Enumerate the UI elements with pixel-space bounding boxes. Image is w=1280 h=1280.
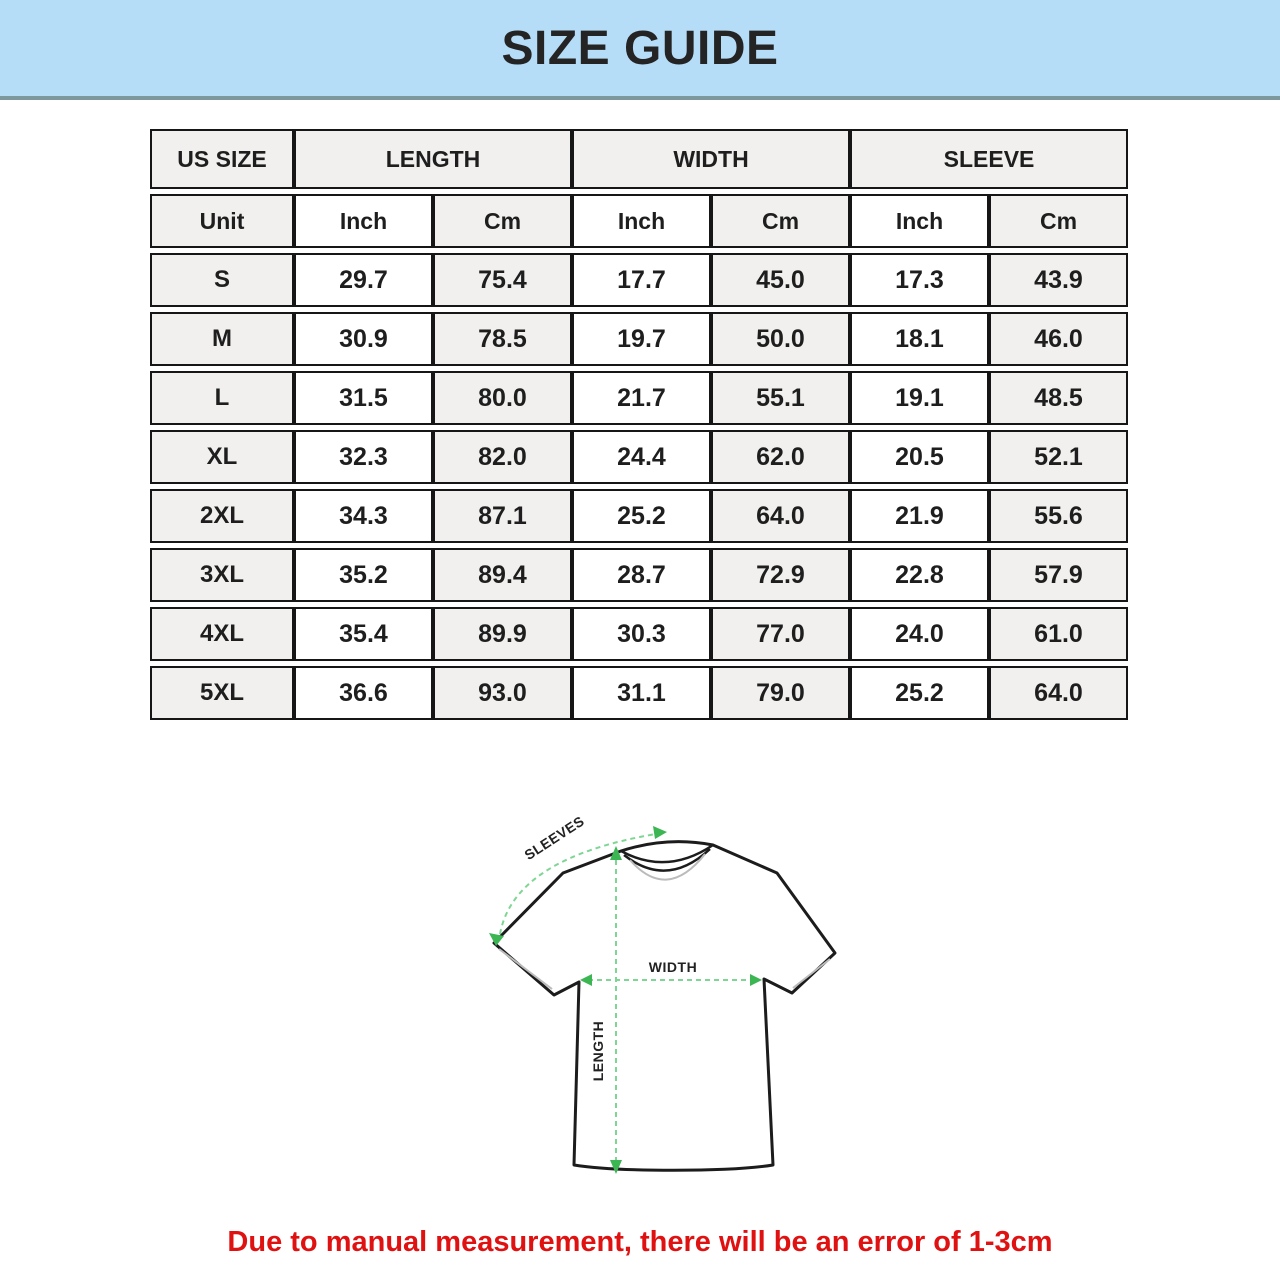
value-cell: 35.4 — [294, 607, 433, 661]
value-cell: 31.5 — [294, 371, 433, 425]
table-row — [150, 489, 1128, 543]
length-label: LENGTH — [590, 1020, 606, 1082]
value-cell: 46.0 — [989, 312, 1128, 366]
col-header-length: LENGTH — [294, 129, 572, 189]
value-cell: 48.5 — [989, 371, 1128, 425]
value-cell: 79.0 — [711, 666, 850, 720]
value-cell: 64.0 — [989, 666, 1128, 720]
value-cell: 30.9 — [294, 312, 433, 366]
unit-header: Cm — [989, 194, 1128, 248]
value-cell: 77.0 — [711, 607, 850, 661]
value-cell: 64.0 — [711, 489, 850, 543]
unit-header: Cm — [711, 194, 850, 248]
value-cell: 22.8 — [850, 548, 989, 602]
value-cell: 80.0 — [433, 371, 572, 425]
tshirt-diagram — [436, 796, 884, 1244]
value-cell: 29.7 — [294, 253, 433, 307]
table-row — [150, 371, 1128, 425]
value-cell: 61.0 — [989, 607, 1128, 661]
unit-header: Inch — [572, 194, 711, 248]
size-cell: XL — [150, 430, 294, 484]
value-cell: 28.7 — [572, 548, 711, 602]
page-title: SIZE GUIDE — [501, 21, 779, 75]
table-row — [150, 548, 1128, 602]
value-cell: 31.1 — [572, 666, 711, 720]
value-cell: 72.9 — [711, 548, 850, 602]
value-cell: 55.1 — [711, 371, 850, 425]
unit-header: Inch — [850, 194, 989, 248]
value-cell: 18.1 — [850, 312, 989, 366]
table-row — [150, 194, 1128, 248]
table-row — [150, 253, 1128, 307]
unit-header: Inch — [294, 194, 433, 248]
title-banner — [0, 0, 1280, 100]
size-cell: 5XL — [150, 666, 294, 720]
size-table — [150, 124, 1128, 725]
table-row — [150, 666, 1128, 720]
value-cell: 93.0 — [433, 666, 572, 720]
size-cell: M — [150, 312, 294, 366]
value-cell: 25.2 — [572, 489, 711, 543]
value-cell: 82.0 — [433, 430, 572, 484]
value-cell: 89.4 — [433, 548, 572, 602]
unit-header: Cm — [433, 194, 572, 248]
value-cell: 43.9 — [989, 253, 1128, 307]
value-cell: 21.9 — [850, 489, 989, 543]
value-cell: 17.3 — [850, 253, 989, 307]
value-cell: 36.6 — [294, 666, 433, 720]
width-label: WIDTH — [648, 959, 698, 975]
size-cell: S — [150, 253, 294, 307]
table-row — [150, 129, 1128, 189]
col-header-us-size: US SIZE — [150, 129, 294, 189]
value-cell: 50.0 — [711, 312, 850, 366]
size-cell: 2XL — [150, 489, 294, 543]
value-cell: 55.6 — [989, 489, 1128, 543]
value-cell: 17.7 — [572, 253, 711, 307]
sleeves-label: SLEEVES — [521, 812, 588, 864]
table-row — [150, 607, 1128, 661]
value-cell: 24.0 — [850, 607, 989, 661]
value-cell: 78.5 — [433, 312, 572, 366]
value-cell: 24.4 — [572, 430, 711, 484]
value-cell: 25.2 — [850, 666, 989, 720]
value-cell: 20.5 — [850, 430, 989, 484]
value-cell: 62.0 — [711, 430, 850, 484]
value-cell: 32.3 — [294, 430, 433, 484]
size-cell: 3XL — [150, 548, 294, 602]
value-cell: 45.0 — [711, 253, 850, 307]
measurement-disclaimer: Due to manual measurement, there will be an error of 1-3cm — [227, 1226, 1053, 1258]
col-header-sleeve: SLEEVE — [850, 129, 1128, 189]
value-cell: 57.9 — [989, 548, 1128, 602]
value-cell: 30.3 — [572, 607, 711, 661]
value-cell: 19.1 — [850, 371, 989, 425]
value-cell: 52.1 — [989, 430, 1128, 484]
table-row — [150, 312, 1128, 366]
table-row — [150, 430, 1128, 484]
value-cell: 87.1 — [433, 489, 572, 543]
value-cell: 89.9 — [433, 607, 572, 661]
col-header-width: WIDTH — [572, 129, 850, 189]
sleeve-arrow-top — [653, 826, 667, 839]
size-cell: 4XL — [150, 607, 294, 661]
value-cell: 35.2 — [294, 548, 433, 602]
value-cell: 75.4 — [433, 253, 572, 307]
size-cell: L — [150, 371, 294, 425]
value-cell: 21.7 — [572, 371, 711, 425]
value-cell: 34.3 — [294, 489, 433, 543]
value-cell: 19.7 — [572, 312, 711, 366]
unit-header: Unit — [150, 194, 294, 248]
tshirt-outline — [494, 842, 835, 1171]
